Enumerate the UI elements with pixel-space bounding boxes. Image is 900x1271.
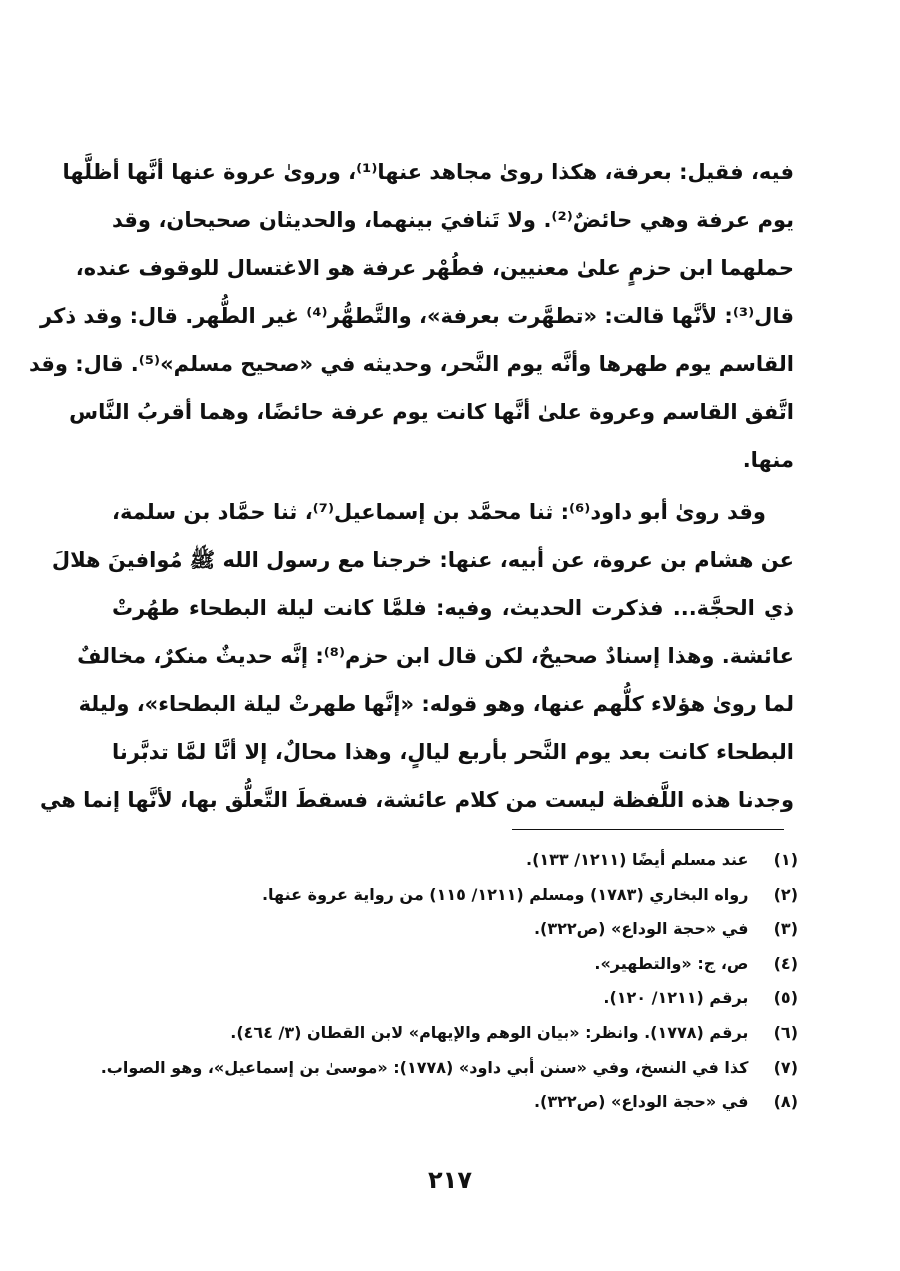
footnote-item xyxy=(112,912,798,947)
footnote-item xyxy=(112,947,798,982)
footnote-number: (٧) xyxy=(773,1057,798,1077)
footnote-text: برقم (١٢١١/ ١٢٠). xyxy=(603,988,749,1008)
text-line: عن هشام بن عروة، عن أبيه، عنها: خرجنا مع رسول الله ﷺ مُوافينَ هلالَ xyxy=(51,548,794,572)
footnote-item xyxy=(112,981,798,1016)
footnote-item xyxy=(100,1051,798,1086)
footnote-number: (٤) xyxy=(773,953,798,973)
footnote-item xyxy=(112,843,798,878)
text-line: القاسم يوم طهرها وأنَّه يوم النَّحر، وحديثه في «صحيح مسلم»⁽⁵⁾. قال: وقد xyxy=(28,352,794,376)
footnote-text: برقم (١٧٧٨). وانظر: «بيان الوهم والإيهام» لابن القطان (٣/ ٤٦٤). xyxy=(230,1022,749,1042)
footnote-item xyxy=(112,878,798,913)
footnote-number: (٨) xyxy=(773,1092,798,1112)
footnote-number: (٢) xyxy=(773,884,798,904)
text-line: وجدنا هذه اللَّفظة ليست من كلام عائشة، فسقطَ التَّعلُّق بها، لأنَّها إنما هي xyxy=(39,788,794,812)
text-line: لما روىٰ هؤلاء كلُّهم عنها، وهو قوله: «إنَّها طهرتْ ليلة البطحاء»، وليلة xyxy=(78,692,794,716)
footnote-text: رواه البخاري (١٧٨٣) ومسلم (١٢١١/ ١١٥) من رواية عروة عنها. xyxy=(261,884,749,904)
footnote-number: (٦) xyxy=(773,1022,798,1042)
footnote-text: ص، ج: «والتطهير». xyxy=(594,953,749,973)
text-line: اتَّفق القاسم وعروة علىٰ أنَّها كانت يوم عرفة حائضًا، وهما أقربُ النَّاس xyxy=(69,400,794,424)
footnote-item xyxy=(112,1085,798,1120)
text-line: منها. xyxy=(742,448,794,472)
paragraph-1 xyxy=(28,148,795,484)
text-line: ذي الحجَّة... فذكرت الحديث، وفيه: فلمَّا كانت ليلة البطحاء طهُرتْ xyxy=(112,596,794,620)
footnote-item xyxy=(112,1016,798,1051)
text-line: عائشة. وهذا إسنادٌ صحيحٌ، لكن قال ابن حزم⁽⁸⁾: إنَّه حديثٌ منكرٌ، مخالفٌ xyxy=(77,644,794,668)
paragraph-2 xyxy=(39,488,794,824)
footnote-text: في «حجة الوداع» (ص٣٢٢). xyxy=(533,919,749,939)
footnote-text: في «حجة الوداع» (ص٣٢٢). xyxy=(533,1092,749,1112)
footnote-separator xyxy=(512,829,784,830)
text-line: فيه، فقيل: بعرفة، هكذا روىٰ مجاهد عنها⁽¹⁾، وروىٰ عروة عنها أنَّها أظلَّها xyxy=(62,160,794,184)
text-line: وقد روىٰ أبو داود⁽⁶⁾: ثنا محمَّد بن إسماعيل⁽⁷⁾، ثنا حمَّاد بن سلمة، xyxy=(112,500,766,524)
text-line: البطحاء كانت بعد يوم النَّحر بأربع ليالٍ، وهذا محالٌ، إلا أنَّا لمَّا تدبَّرنا xyxy=(112,740,794,764)
text-line: حملهما ابن حزمٍ علىٰ معنيين، فطُهْر عرفة هو الاغتسال للوقوف عنده، xyxy=(75,256,794,280)
text-line: يوم عرفة وهي حائضٌ⁽²⁾. ولا تَنافيَ بينهما، والحديثان صحيحان، وقد xyxy=(112,208,795,232)
footnote-number: (١) xyxy=(773,850,798,869)
footnote-number: (٥) xyxy=(773,988,798,1008)
footnote-text: عند مسلم أيضًا (١٢١١/ ١٣٣). xyxy=(525,850,749,869)
footnote-text: كذا في النسخ، وفي «سنن أبي داود» (١٧٧٨): «موسىٰ بن إسماعيل»، وهو الصواب. xyxy=(100,1057,749,1077)
text-line: قال⁽³⁾: لأنَّها قالت: «تطهَّرت بعرفة»، والتَّطهُّر⁽⁴⁾ غير الطُّهر. قال: وقد ذكر xyxy=(40,304,794,328)
footnote-number: (٣) xyxy=(773,919,798,939)
footnotes xyxy=(100,843,798,1120)
page-number: ٢١٧ xyxy=(428,1166,472,1194)
